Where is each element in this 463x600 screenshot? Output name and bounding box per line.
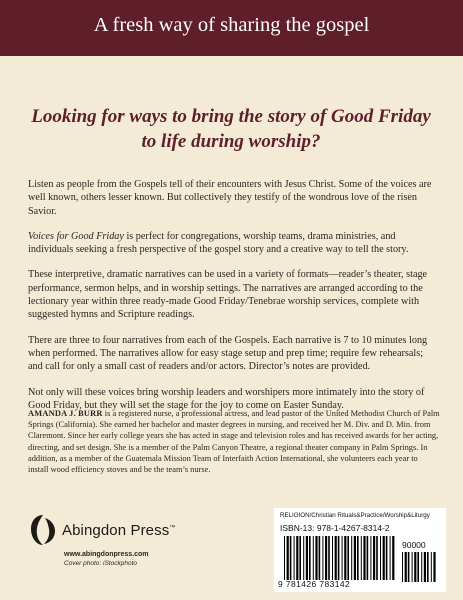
publisher-url[interactable]: www.abingdonpress.com [64,551,149,558]
publisher-name-text: Abingdon Press [62,521,170,539]
isbn-number: ISBN-13: 978-1-4267-8314-2 [280,523,390,533]
headline [16,104,446,154]
banner-tagline: A fresh way of sharing the gospel [93,14,370,36]
paragraph-formats: These interpretive, dramatic narratives can be used in a variety of formats—reader’s theater, stage performance, sermon helps, and in worship settings. The narratives are arranged according to the lectionary year within three ready-made Good Friday/Tenebrae worship services, complete with suggested hymns and Scripture readings. [28,269,428,321]
paragraph-intro: Listen as people from the Gospels tell of their encounters with Jesus Christ. Some of the voices are well known, others lesser known. But collectively they testify of the wondrous love of the risen Savior. [28,179,432,217]
publisher-logo [28,513,188,547]
author-name: AMANDA J. BURR [28,409,103,418]
trademark-symbol: ™ [169,524,176,531]
abingdon-logo-icon [28,513,58,547]
publisher-logo-block [28,513,188,567]
paragraph-audience [28,230,440,257]
cover-photo-credit: Cover photo: iStockphoto [64,560,137,567]
barcode-digits: 9 781426 783142 [278,579,351,589]
headline-line-2: to life during worship? [141,131,321,152]
price-barcode [402,552,438,582]
author-bio [28,408,440,475]
book-title: Voices for Good Friday [28,230,124,242]
paragraph-closing: Not only will these voices bring worship leaders and worshipers more intimately into the story of Good Friday, but they will set the stage for the joy to come on Easter Sunday. [28,386,425,411]
barcode-box [274,508,446,592]
author-bio-text: is a registered nurse, a professional actress, and lead pastor of the United Methodist Church of Palm Springs (California). She earned her bachelor and master degrees in nursing, and received her M. Div. and D. Min. from Claremont. Since her early college years she has acted in stage and television roles and has received awards for her acting, directing, and set design. She is a member of the Palm Canyon Theatre, a regional theater company in Palm Springs. In addition, as a member of the Guatemala Mission Team of Interfaith Action International, she volunteers each year to install wood efficiency stoves and be the team’s nurse. [28,409,440,475]
bisac-category: RELIGION/Christian Rituals&Practice/Worship&Liturgy [280,512,430,519]
publisher-name [62,522,175,539]
paragraph-narratives: There are three to four narratives from each of the Gospels. Each narrative is 7 to 10 minutes long when performed. The narratives allow for easy stage setup and prep time; require few rehearsals; and call for only a small cast of readers and/or actors. Director’s notes are provided. [28,334,428,373]
headline-line-1: Looking for ways to bring the story of Good Friday [31,106,431,127]
paragraph-audience-text: is perfect for congregations, worship teams, drama ministries, and individuals seeking a fresh perspective of the gospel story and a creative way to tell the story. [28,230,409,256]
top-banner [0,0,463,56]
description-body [28,178,440,424]
isbn-barcode [284,536,396,580]
price-code: 90000 [402,540,426,550]
